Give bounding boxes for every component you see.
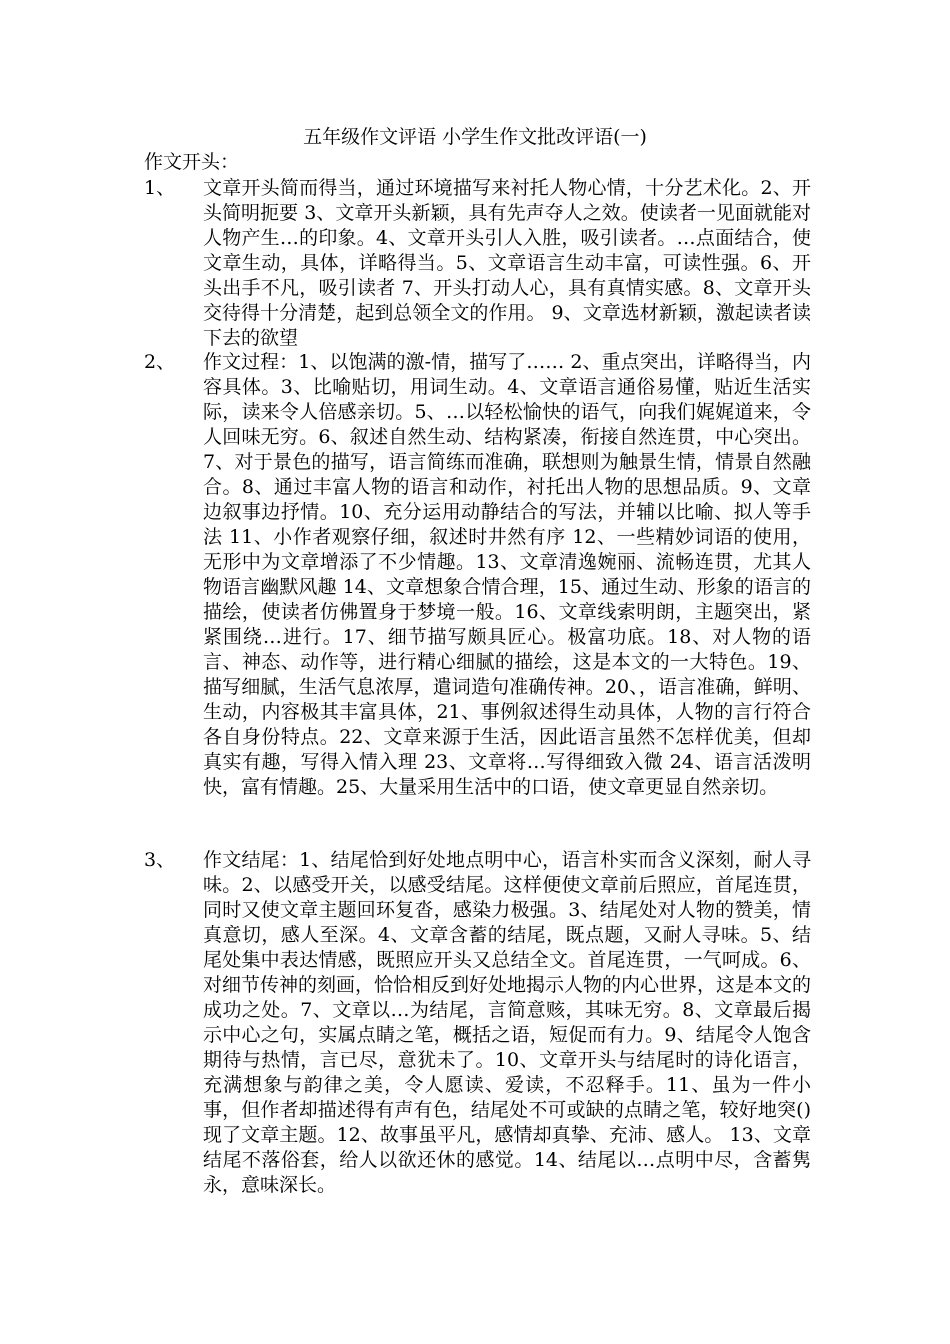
- list-item-number: 1、: [144, 177, 176, 199]
- list-item-text: 作文过程：1、以饱满的激-情，描写了…… 2、重点突出，详略得当，内容具体。3、比喻贴切，用词生动。4、文章语言通俗易懂，贴近生活实际，读来令人倍感亲切。5、…以轻松愉快的语气，向我们娓娓道来，令人回味无穷。6、叙述自然生动、结构紧凑，衔接自然连贯，中心突出。7、对于景色的描写，语言简练而准确，联想则为触景生情，情景自然融合。8、通过丰富人物的语言和动作，衬托出人物的思想品质。9、文章边叙事边抒情。10、充分运用动静结合的写法，并辅以比喻、拟人等手法 11、小作者观察仔细，叙述时井然有序 12、一些精妙词语的使用，无形中为文章增添了不少情趣。13、文章清逸婉丽、流畅连贯，尤其人物语言幽默风趣 14、文章想象合情合理，15、通过生动、形象的语言的描绘，使读者仿佛置身于梦境一般。16、文章线索明朗，主题突出，紧紧围绕…进行。17、细节描写颇具匠心。极富功底。18、对人物的语言、神态、动作等，进行精心细腻的描绘，这是本文的一大特色。19、描写细腻，生活气息浓厚，遣词造句准确传神。20、，语言准确，鲜明、生动，内容极其丰富具体，21、事例叙述得生动具体，人物的言行符合各自身份特点。22、文章来源于生活，因此语言虽然不怎样优美，但却真实有趣，写得入情入理 23、文章将…写得细致入微 24、语言活泼明快，富有情趣。25、大量采用生活中的口语，使文章更显自然亲切。: [203, 351, 811, 798]
- document-title: 五年级作文评语 小学生作文批改评语(一): [303, 126, 647, 148]
- list-item-text: 作文结尾：1、结尾恰到好处地点明中心，语言朴实而含义深刻，耐人寻味。2、以感受开关，以感受结尾。这样便使文章前后照应，首尾连贯，同时又使文章主题回环复沓，感染力极强。3、结尾处对人物的赞美，情真意切，感人至深。4、文章含蓄的结尾，既点题，又耐人寻味。5、结尾处集中表达情感，既照应开头又总结全文。首尾连贯，一气呵成。6、对细节传神的刻画，恰恰相反到好处地揭示人物的内心世界，这是本文的成功之处。7、文章以…为结尾，言简意赅，其味无穷。8、文章最后揭示中心之句，实属点睛之笔，概括之语，短促而有力。9、结尾令人饱含期待与热情，言已尽，意犹未了。10、文章开头与结尾时的诗化语言，充满想象与韵律之美，令人愿读、爱读，不忍释手。11、虽为一件小事，但作者却描述得有声有色，结尾处不可或缺的点睛之笔，较好地突()现了文章主题。12、故事虽平凡，感情却真挚、充沛、感人。 13、文章结尾不落俗套，给人以欲还休的感觉。14、结尾以…点明中尽，含蓄隽永，意味深长。: [203, 849, 812, 1196]
- section-heading: 作文开头：: [144, 151, 240, 173]
- list-item-number: 2、: [144, 351, 176, 373]
- list-item-text: 文章开头简而得当，通过环境描写来衬托人物心情，十分艺术化。2、开头简明扼要 3、文章开头新颖，具有先声夺人之效。使读者一见面就能对人物产生…的印象。4、文章开头引人入胜，吸引读者。…点面结合，使文章生动，具体，详略得当。5、文章语言生动丰富，可读性强。6、开头出手不凡，吸引读者 7、开头打动人心，具有真情实感。8、文章开头交待得十分清楚，起到总领全文的作用。 9、文章选材新颖，激起读者读下去的欲望: [203, 177, 811, 349]
- list-item-number: 3、: [144, 849, 176, 871]
